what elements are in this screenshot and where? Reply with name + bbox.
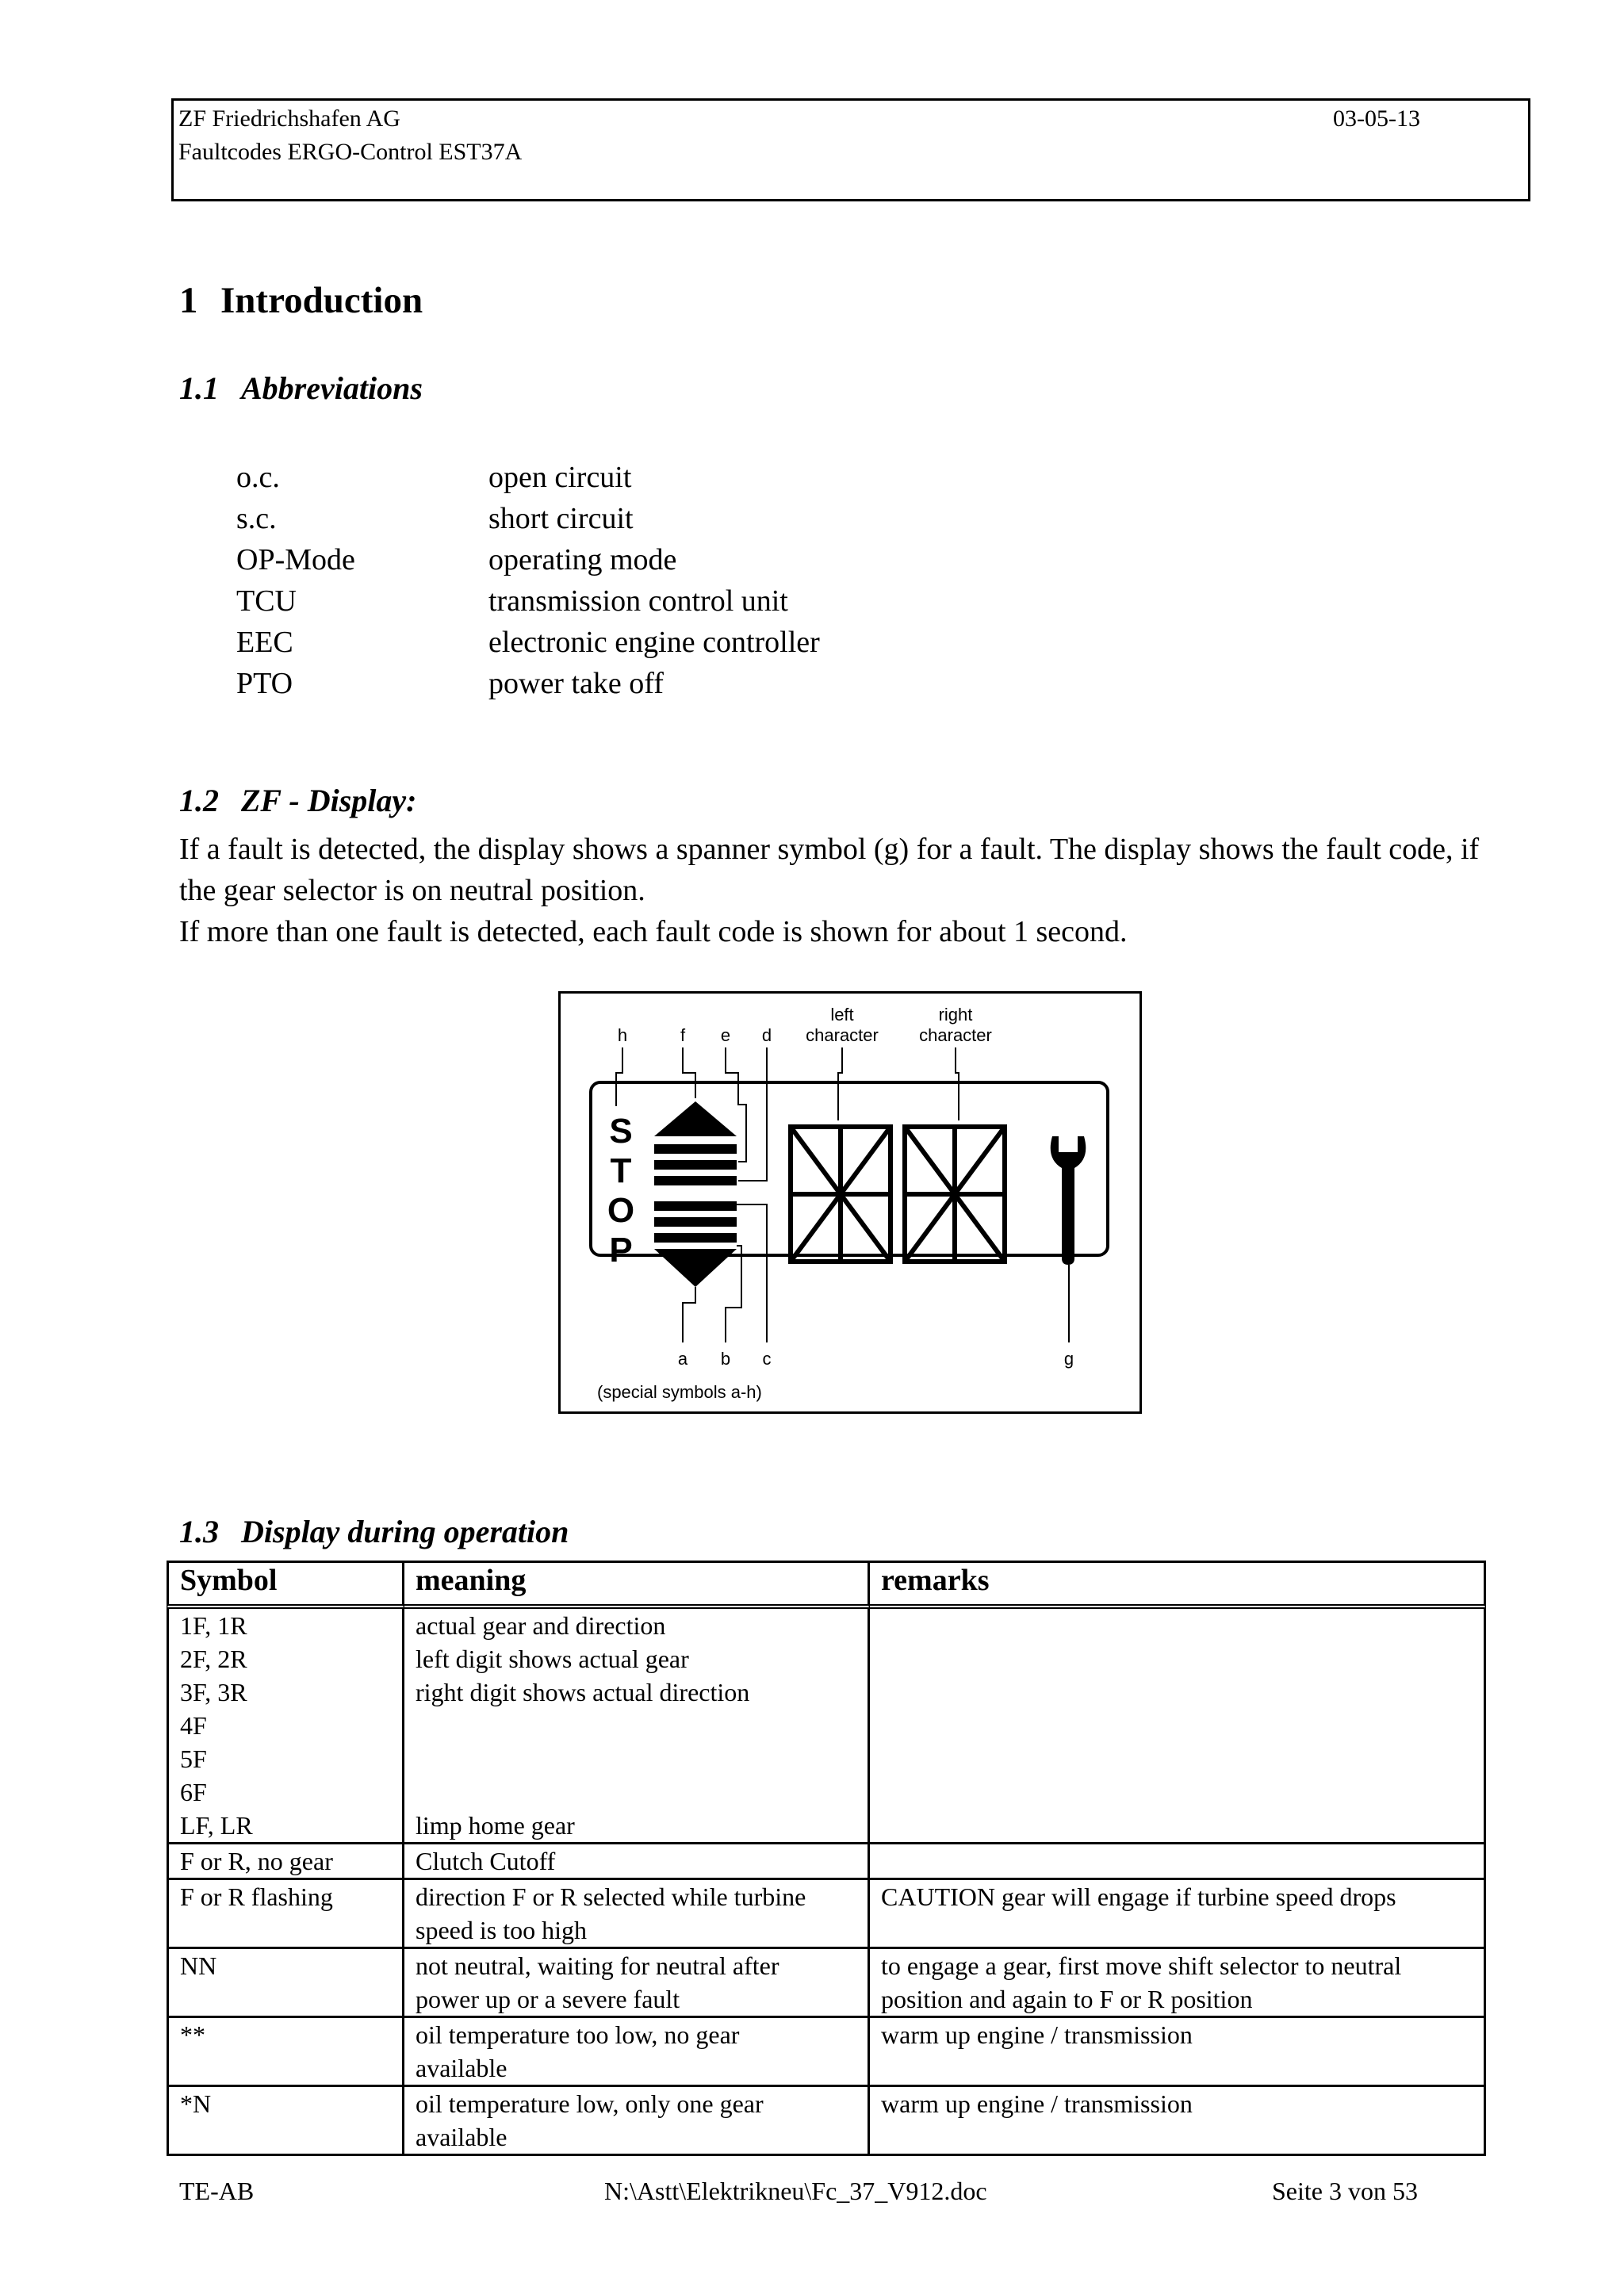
symbol-line: 2F, 2R (180, 1645, 247, 1673)
section-1-2-heading (179, 782, 416, 819)
column-header-meaning: meaning (404, 1561, 870, 1609)
abbreviation-meaning: electronic engine controller (488, 626, 820, 659)
column-header-remarks: remarks (870, 1561, 1486, 1609)
table-header-row (167, 1561, 1486, 1609)
remarks-cell (870, 1609, 1486, 1844)
right-character-segments (905, 1127, 1005, 1262)
symbol-line: 1F, 1R (180, 1611, 247, 1640)
label-right-character: character (919, 1025, 992, 1045)
abbreviation: s.c. (236, 502, 277, 535)
footer-file-path: N:\Astt\Elektrikneu\Fc_37_V912.doc (604, 2177, 987, 2205)
header-date: 03-05-13 (1333, 105, 1420, 132)
stop-letter-p: P (609, 1231, 633, 1270)
display-operation-table (167, 1561, 1486, 2156)
meaning-line: speed is too high (416, 1916, 587, 1944)
label-d: d (761, 1025, 772, 1045)
label-left: left (830, 1005, 854, 1024)
meaning-line: power up or a severe fault (416, 1985, 680, 2013)
label-f: f (680, 1025, 686, 1045)
symbol-cell (167, 1609, 404, 1844)
label-a: a (677, 1349, 688, 1369)
abbreviation-meaning: power take off (488, 667, 664, 700)
footer-left: TE-AB (179, 2177, 255, 2205)
header-subtitle: Faultcodes ERGO-Control EST37A (178, 139, 523, 165)
section-1-heading (179, 279, 423, 322)
table-row (167, 2087, 1486, 2156)
abbreviation-meaning: transmission control unit (488, 584, 788, 618)
symbol-cell: F or R, no gear (167, 1844, 404, 1880)
label-e: e (720, 1025, 731, 1045)
meaning-line: oil temperature low, only one gear (416, 2089, 764, 2118)
section-title: Display during operation (241, 1514, 569, 1549)
abbreviation: o.c. (236, 461, 280, 494)
symbol-cell: F or R flashing (167, 1880, 404, 1949)
meaning-line: not neutral, waiting for neutral after (416, 1951, 779, 1980)
abbreviation-meaning: short circuit (488, 502, 634, 535)
down-arrow-icon (654, 1249, 737, 1287)
meaning-line: actual gear and direction (416, 1611, 666, 1640)
section-title: Abbreviations (241, 370, 423, 406)
page-header (171, 98, 1530, 201)
remarks-cell (870, 1844, 1486, 1880)
table-row (167, 1844, 1486, 1880)
table-row (167, 2018, 1486, 2087)
paragraph: If more than one fault is detected, each fault code is shown for about 1 second. (179, 915, 1128, 948)
meaning-line: available (416, 2054, 508, 2082)
section-number: 1 (179, 280, 198, 321)
table-row (167, 1880, 1486, 1949)
section-number: 1.2 (179, 783, 219, 818)
remarks-line: to engage a gear, first move shift selector to neutral (881, 1951, 1402, 1980)
footer-page-number: Seite 3 von 53 (1272, 2177, 1418, 2205)
meaning-line: available (416, 2123, 508, 2151)
symbol-line: 4F (180, 1711, 207, 1740)
left-character-segments (791, 1127, 891, 1262)
section-title: Introduction (220, 280, 423, 321)
abbreviation: EEC (236, 626, 293, 659)
label-b: b (720, 1349, 731, 1369)
section-1-1-heading (179, 370, 423, 407)
symbol-cell: NN (167, 1949, 404, 2018)
header-company: ZF Friedrichshafen AG (178, 105, 400, 132)
display-diagram (561, 994, 1139, 1411)
symbol-cell: *N (167, 2087, 404, 2156)
symbol-line: 3F, 3R (180, 1678, 247, 1706)
abbreviation: OP-Mode (236, 543, 355, 576)
meaning-cell (404, 1949, 870, 2018)
label-c: c (762, 1349, 772, 1369)
section-number: 1.1 (179, 370, 219, 406)
stop-letter-t: T (610, 1151, 632, 1190)
meaning-cell (404, 2087, 870, 2156)
symbol-line: LF, LR (180, 1811, 253, 1840)
column-header-symbol: Symbol (167, 1561, 404, 1609)
meaning-cell (404, 1880, 870, 1949)
abbreviation: PTO (236, 667, 293, 700)
meaning-line: direction F or R selected while turbine (416, 1882, 806, 1911)
figure-caption: (special symbols a-h) (597, 1382, 762, 1402)
meaning-cell (404, 2018, 870, 2087)
meaning-line: left digit shows actual gear (416, 1645, 689, 1673)
meaning-line: right digit shows actual direction (416, 1678, 750, 1706)
symbol-cell: ** (167, 2018, 404, 2087)
display-description (179, 829, 1527, 952)
meaning-cell (404, 1609, 870, 1844)
spanner-icon (1051, 1136, 1086, 1265)
table-row (167, 1949, 1486, 2018)
abbreviation-meaning: operating mode (488, 543, 677, 576)
symbol-line: 5F (180, 1744, 207, 1773)
table-row (167, 1609, 1486, 1844)
stop-letter-s: S (609, 1112, 633, 1151)
remarks-line: position and again to F or R position (881, 1985, 1253, 2013)
up-arrow-icon (654, 1101, 737, 1136)
leader-lines-bottom (683, 1204, 1069, 1342)
label-right: right (938, 1005, 973, 1024)
abbreviation-meaning: open circuit (488, 461, 632, 494)
paragraph-line: If a fault is detected, the display shows a spanner symbol (g) for a fault. The display shows the fault code, if (179, 833, 1480, 866)
zf-display-figure (558, 991, 1142, 1414)
paragraph-line: the gear selector is on neutral position. (179, 874, 645, 907)
label-h: h (617, 1025, 628, 1045)
section-title: ZF - Display: (241, 783, 417, 818)
remarks-cell: warm up engine / transmission (870, 2018, 1486, 2087)
section-1-3-heading (179, 1513, 569, 1550)
remarks-cell: CAUTION gear will engage if turbine speed drops (870, 1880, 1486, 1949)
label-g: g (1063, 1349, 1074, 1369)
symbol-line: 6F (180, 1778, 207, 1806)
meaning-line: limp home gear (416, 1811, 575, 1840)
meaning-cell: Clutch Cutoff (404, 1844, 870, 1880)
section-number: 1.3 (179, 1514, 219, 1549)
meaning-line: oil temperature too low, no gear (416, 2020, 740, 2049)
abbreviation: TCU (236, 584, 297, 618)
stop-letter-o: O (607, 1191, 635, 1230)
remarks-cell (870, 1949, 1486, 2018)
remarks-cell: warm up engine / transmission (870, 2087, 1486, 2156)
gear-bar-indicator (654, 1101, 737, 1287)
label-left-character: character (806, 1025, 879, 1045)
